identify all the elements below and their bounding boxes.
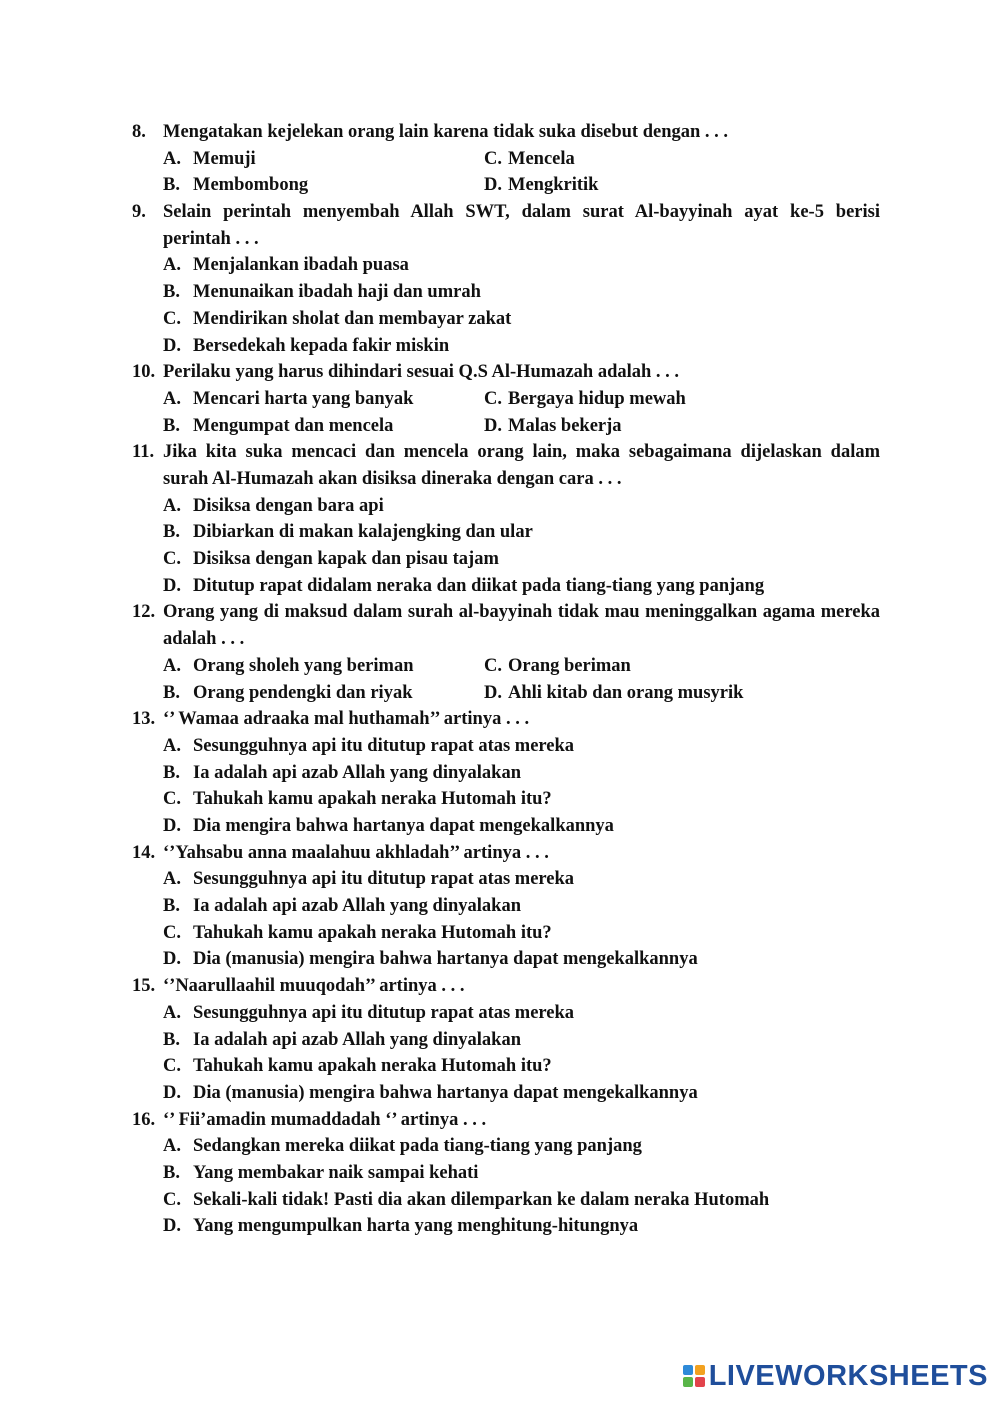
option-letter: A. — [163, 655, 181, 676]
option-letter: A. — [163, 148, 181, 169]
question-text: Perilaku yang harus dihindari sesuai Q.S Al-Humazah adalah . . . — [163, 362, 680, 383]
option-row — [163, 653, 880, 680]
option-letter: A. — [163, 869, 181, 890]
option-letter: A. — [163, 1136, 181, 1157]
question-14 — [132, 840, 880, 973]
option-text: Tahukah kamu apakah neraka Hutomah itu? — [193, 922, 552, 943]
option-letter: C. — [163, 1189, 181, 1210]
option-text: Yang mengumpulkan harta yang menghitung-hitungnya — [193, 1216, 639, 1237]
option-text: Sedangkan mereka diikat pada tiang-tiang yang panjang — [193, 1136, 642, 1157]
option-letter: B. — [163, 175, 180, 196]
option-d[interactable] — [484, 680, 743, 707]
option-text: Sesungguhnya api itu ditutup rapat atas mereka — [193, 869, 575, 890]
option-c[interactable] — [163, 1187, 880, 1214]
question-number: 8. — [132, 122, 146, 142]
option-d[interactable] — [163, 1080, 880, 1107]
option-a[interactable] — [163, 1133, 880, 1160]
question-number: 12. — [132, 602, 156, 623]
question-number: 14. — [132, 842, 156, 863]
option-text: Ia adalah api azab Allah yang dinyalakan — [193, 896, 521, 917]
option-letter: D. — [163, 575, 181, 596]
option-c[interactable] — [484, 653, 631, 680]
option-text: Tahukah kamu apakah neraka Hutomah itu? — [193, 1056, 552, 1077]
option-letter: B. — [163, 682, 180, 703]
option-text: Memuji — [193, 148, 256, 169]
option-text: Menjalankan ibadah puasa — [193, 255, 409, 276]
option-text: Orang sholeh yang beriman — [193, 655, 414, 676]
option-text: Dia mengira bahwa hartanya dapat mengekalkannya — [193, 816, 614, 837]
option-letter: C. — [163, 549, 181, 570]
option-a[interactable] — [163, 386, 413, 413]
option-letter: C. — [484, 148, 502, 169]
option-letter: D. — [163, 335, 181, 356]
option-letter: D. — [163, 949, 181, 970]
option-letter: B. — [163, 1029, 180, 1050]
option-row — [163, 386, 880, 413]
option-letter: C. — [163, 922, 181, 943]
question-10 — [132, 359, 880, 439]
option-text: Mendirikan sholat dan membayar zakat — [193, 308, 512, 329]
option-letter: B. — [163, 415, 180, 436]
question-11 — [132, 439, 880, 599]
option-letter: D. — [163, 816, 181, 837]
option-c[interactable] — [484, 386, 686, 413]
question-text: ‘’ Wamaa adraaka mal huthamah’’ artinya . . . — [163, 709, 530, 730]
option-c[interactable] — [163, 920, 880, 947]
option-letter: B. — [163, 1163, 180, 1183]
option-text: Membombong — [193, 175, 309, 196]
option-letter: D. — [484, 682, 502, 703]
option-letter: B. — [163, 282, 180, 303]
option-c[interactable] — [163, 1053, 880, 1080]
option-b[interactable] — [163, 413, 393, 440]
question-text: Mengatakan kejelekan orang lain karena tidak suka disebut dengan . . . — [163, 122, 729, 142]
question-number: 11. — [132, 442, 155, 463]
option-d[interactable] — [163, 1213, 880, 1240]
option-letter: D. — [484, 415, 502, 436]
option-d[interactable] — [163, 333, 880, 360]
option-text: Mencari harta yang banyak — [193, 388, 414, 409]
option-row — [163, 172, 880, 199]
question-text: Selain perintah menyembah Allah SWT, dalam surat Al-bayyinah ayat ke-5 berisi perintah . . . — [163, 202, 880, 249]
option-row — [163, 413, 880, 440]
question-16 — [132, 1107, 880, 1240]
option-letter: D. — [163, 1082, 181, 1103]
option-letter: A. — [163, 495, 181, 516]
question-text: Orang yang di maksud dalam surah al-bayyinah tidak mau meninggalkan agama mereka adalah . . . — [163, 602, 880, 650]
option-b[interactable] — [163, 1160, 880, 1187]
option-a[interactable] — [163, 1000, 880, 1027]
option-text: Sesungguhnya api itu ditutup rapat atas mereka — [193, 735, 575, 756]
option-text: Disiksa dengan bara api — [193, 495, 384, 516]
option-text: Yang membakar naik sampai kehati — [193, 1163, 479, 1183]
question-text: ‘’Naarullaahil muuqodah’’ artinya . . . — [163, 976, 465, 997]
option-text: Orang pendengki dan riyak — [193, 682, 413, 703]
option-a[interactable] — [163, 653, 413, 680]
logo-square-orange — [695, 1365, 705, 1375]
question-number: 9. — [132, 202, 146, 223]
option-text: Disiksa dengan kapak dan pisau tajam — [193, 549, 499, 570]
question-number: 10. — [132, 362, 156, 383]
option-b[interactable] — [163, 279, 880, 306]
option-b[interactable] — [163, 172, 308, 199]
option-row — [163, 146, 880, 173]
question-text: ‘’ Fii’amadin mumaddadah ‘’ artinya . . . — [163, 1109, 487, 1130]
option-d[interactable] — [484, 172, 598, 199]
option-text: Ditutup rapat didalam neraka dan diikat pada tiang-tiang yang panjang — [193, 575, 765, 596]
option-b[interactable] — [163, 1027, 880, 1054]
option-a[interactable] — [163, 252, 880, 279]
option-letter: A. — [163, 388, 181, 409]
liveworksheets-logo — [683, 1360, 988, 1392]
brand-name: LIVEWORKSHEETS — [708, 1359, 988, 1392]
option-letter: C. — [163, 789, 181, 810]
option-letter: D. — [484, 175, 502, 196]
logo-square-red — [695, 1377, 705, 1387]
option-text: Ahli kitab dan orang musyrik — [508, 682, 744, 703]
option-b[interactable] — [163, 680, 413, 707]
worksheet — [132, 119, 880, 1240]
option-c[interactable] — [163, 546, 880, 573]
option-c[interactable] — [163, 306, 880, 333]
question-text: Jika kita suka mencaci dan mencela orang lain, maka sebagaimana dijelaskan dalam surah Al-Humazah akan disiksa dineraka dengan cara . . . — [163, 442, 880, 490]
option-letter: A. — [163, 255, 181, 276]
question-number: 13. — [132, 709, 156, 730]
option-text: Menunaikan ibadah haji dan umrah — [193, 282, 481, 303]
logo-square-blue — [683, 1365, 693, 1375]
option-d[interactable] — [163, 573, 880, 600]
question-8 — [132, 119, 880, 199]
option-text: Malas bekerja — [508, 415, 622, 436]
option-text: Tahukah kamu apakah neraka Hutomah itu? — [193, 789, 552, 810]
liveworksheets-logo-icon — [683, 1365, 705, 1387]
option-a[interactable] — [163, 733, 880, 760]
option-letter: D. — [163, 1216, 181, 1237]
option-text: Mengkritik — [508, 175, 599, 196]
option-letter: C. — [484, 655, 502, 676]
option-text: Dibiarkan di makan kalajengking dan ular — [193, 522, 533, 543]
option-c[interactable] — [484, 146, 575, 173]
option-text: Ia adalah api azab Allah yang dinyalakan — [193, 762, 521, 783]
option-letter: C. — [163, 1056, 181, 1077]
option-text: Dia (manusia) mengira bahwa hartanya dapat mengekalkannya — [193, 949, 698, 970]
option-letter: C. — [484, 388, 502, 409]
question-15 — [132, 973, 880, 1106]
question-number: 15. — [132, 976, 156, 997]
option-text: Ia adalah api azab Allah yang dinyalakan — [193, 1029, 521, 1050]
question-text: ‘’Yahsabu anna maalahuu akhladah’’ artinya . . . — [163, 842, 549, 863]
option-text: Sesungguhnya api itu ditutup rapat atas mereka — [193, 1002, 575, 1023]
option-a[interactable] — [163, 146, 256, 173]
option-d[interactable] — [163, 946, 880, 973]
option-letter: B. — [163, 522, 180, 543]
question-12 — [132, 599, 880, 706]
option-text: Orang beriman — [508, 655, 631, 676]
option-letter: C. — [163, 308, 181, 329]
option-text: Bersedekah kepada fakir miskin — [193, 335, 450, 356]
logo-square-green — [683, 1377, 693, 1387]
option-b[interactable] — [163, 893, 880, 920]
option-d[interactable] — [484, 413, 622, 440]
option-c[interactable] — [163, 786, 880, 813]
question-9 — [132, 199, 880, 359]
option-letter: A. — [163, 735, 181, 756]
option-text: Sekali-kali tidak! Pasti dia akan dilemparkan ke dalam neraka Hutomah — [193, 1189, 770, 1210]
option-letter: B. — [163, 896, 180, 917]
question-13 — [132, 706, 880, 839]
option-b[interactable] — [163, 519, 880, 546]
option-text: Dia (manusia) mengira bahwa hartanya dapat mengekalkannya — [193, 1082, 698, 1103]
option-row — [163, 680, 880, 707]
option-b[interactable] — [163, 760, 880, 787]
question-number: 16. — [132, 1109, 156, 1130]
option-d[interactable] — [163, 813, 880, 840]
option-text: Mencela — [508, 148, 575, 169]
option-letter: B. — [163, 762, 180, 783]
option-text: Mengumpat dan mencela — [193, 415, 394, 436]
option-letter: A. — [163, 1002, 181, 1023]
option-text: Bergaya hidup mewah — [508, 388, 686, 409]
option-a[interactable] — [163, 866, 880, 893]
option-a[interactable] — [163, 493, 880, 520]
